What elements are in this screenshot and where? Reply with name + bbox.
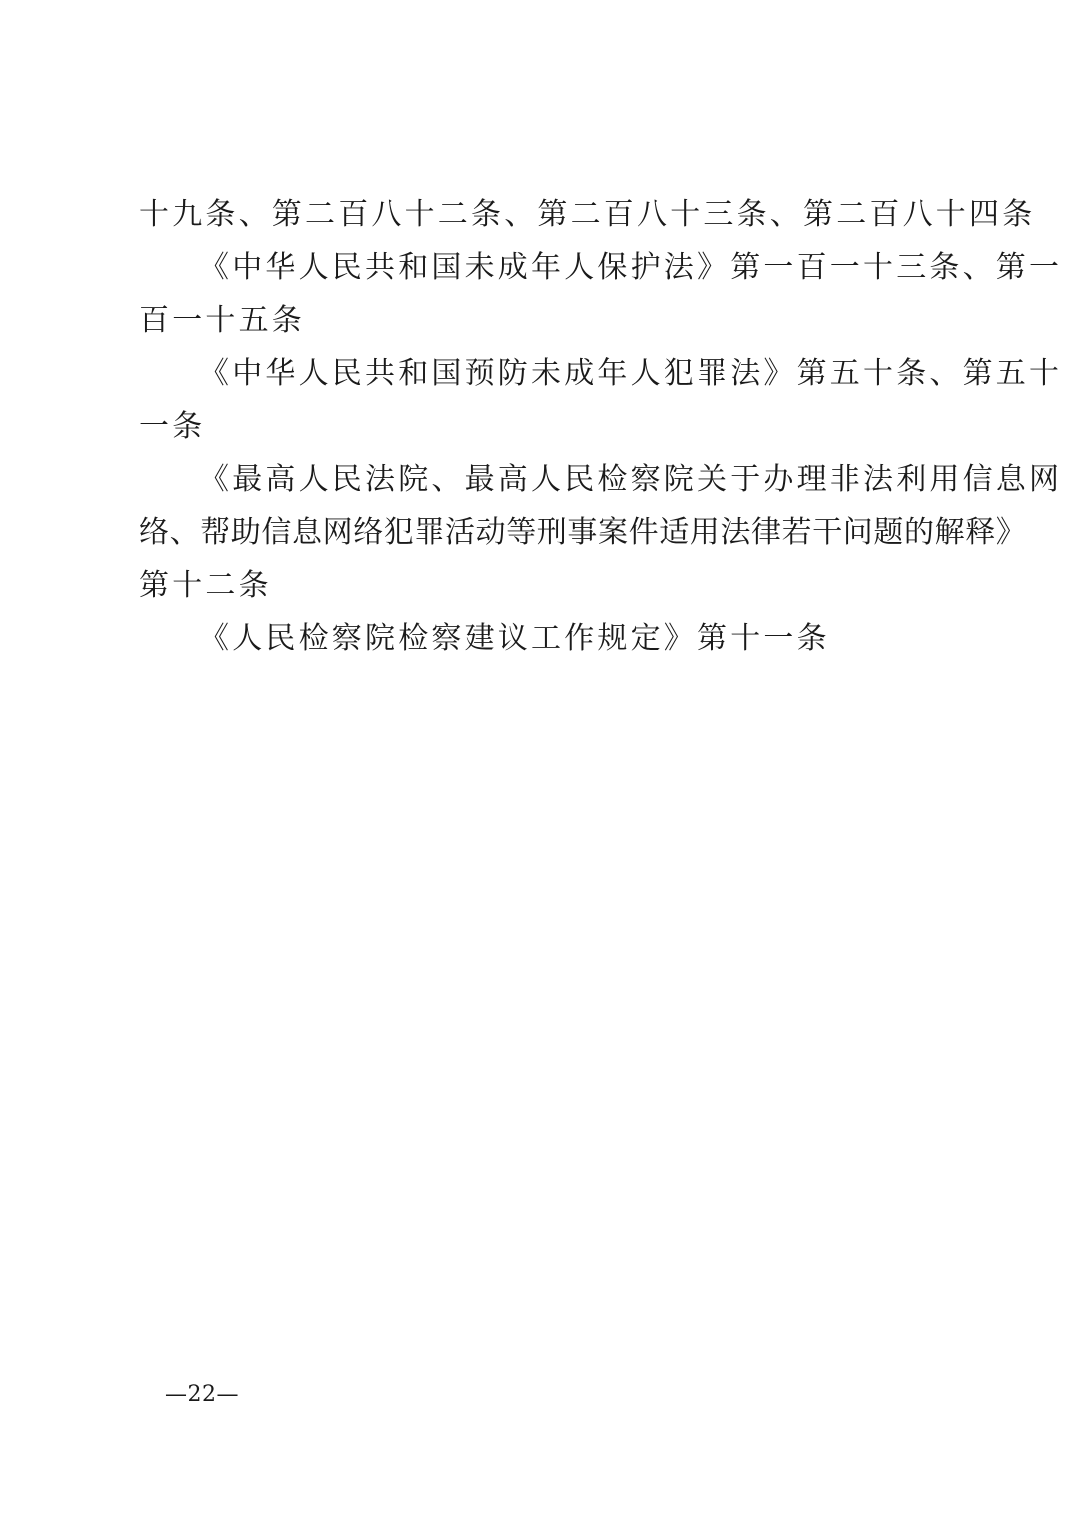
text-line: 络、帮助信息网络犯罪活动等刑事案件适用法律若干问题的解释》 (139, 515, 1027, 550)
text-line: 十九条、第二百八十二条、第二百八十三条、第二百八十四条 (139, 197, 1036, 232)
legal-basis-list (139, 188, 1063, 665)
text-line: 《中华人民共和国预防未成年人犯罪法》第五十条、第五十 (199, 356, 1063, 391)
text-line: 第十二条 (139, 568, 272, 603)
text-line: 一条 (139, 409, 206, 444)
text-line: 《最高人民法院、最高人民检察院关于办理非法利用信息网 (199, 462, 1063, 497)
text-line: 百一十五条 (139, 303, 305, 338)
text-line: 《中华人民共和国未成年人保护法》第一百一十三条、第一 (199, 250, 1063, 285)
page-number: —22— (165, 1382, 239, 1407)
text-line: 《人民检察院检察建议工作规定》第十一条 (199, 621, 830, 656)
